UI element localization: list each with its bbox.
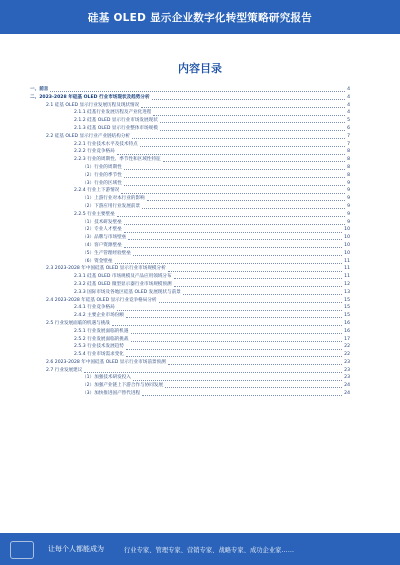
toc-entry[interactable] bbox=[30, 242, 350, 250]
toc-page-number: 7 bbox=[347, 141, 350, 147]
toc-page-number: 15 bbox=[344, 297, 350, 303]
toc-leader-dots bbox=[131, 333, 343, 334]
toc-page-number: 4 bbox=[347, 102, 350, 108]
toc-entry[interactable] bbox=[30, 187, 350, 195]
toc-page-number: 10 bbox=[344, 227, 350, 233]
toc-entry[interactable] bbox=[30, 312, 350, 320]
toc-page-number: 4 bbox=[347, 87, 350, 92]
toc-page-number: 10 bbox=[344, 250, 350, 256]
toc-page-number: 9 bbox=[347, 203, 350, 209]
toc-entry[interactable] bbox=[30, 265, 350, 273]
toc-entry-text: （1）行业的周期性 bbox=[82, 164, 122, 170]
footer-logo-icon bbox=[10, 541, 34, 559]
toc-entry-text: （2）下游应用行业发展前景 bbox=[82, 203, 141, 209]
toc-page-number: 6 bbox=[347, 125, 350, 131]
toc-entry[interactable] bbox=[30, 117, 350, 125]
toc-entry-text: （3）品牌与市场壁垒 bbox=[82, 235, 127, 241]
toc-leader-dots bbox=[147, 200, 345, 201]
toc-entry[interactable] bbox=[30, 172, 350, 180]
toc-leader-dots bbox=[140, 146, 345, 147]
toc-leader-dots bbox=[124, 177, 345, 178]
toc-leader-dots bbox=[50, 91, 345, 92]
toc-leader-dots bbox=[133, 255, 342, 256]
toc-entry[interactable] bbox=[30, 281, 350, 289]
report-title: 硅基 OLED 显示企业数字化转型策略研究报告 bbox=[87, 11, 313, 24]
toc-entry-text: 2.3.3 国际市场及各地区硅基 OLED 发展现状与前景 bbox=[74, 289, 181, 295]
toc-entry-text: （5）生产管理经验壁垒 bbox=[82, 250, 131, 256]
toc-page-number: 10 bbox=[344, 242, 350, 248]
toc-page-number: 7 bbox=[347, 133, 350, 139]
toc-entry[interactable] bbox=[30, 180, 350, 188]
toc-entry[interactable] bbox=[30, 125, 350, 133]
toc-entry[interactable] bbox=[30, 359, 350, 367]
table-of-contents bbox=[30, 86, 350, 398]
toc-entry-text: 2.5.4 行业市场需求变化 bbox=[74, 352, 124, 358]
toc-entry[interactable] bbox=[30, 156, 350, 164]
toc-leader-dots bbox=[132, 138, 345, 139]
toc-entry-text: 2.3 2023-2028 年中国硅基 OLED 显示行业市场规模分析 bbox=[46, 266, 166, 272]
toc-entry[interactable] bbox=[30, 328, 350, 336]
toc-entry-text: （1）加强技术研发投入 bbox=[82, 375, 131, 381]
toc-entry-text: （1）上游行业对本行业的影响 bbox=[82, 196, 145, 202]
toc-page-number: 22 bbox=[344, 352, 350, 358]
toc-entry-text: （2）行业的季节性 bbox=[82, 172, 122, 178]
toc-entry-text: 2.2.3 行业的周期性、季节性和区域性特征 bbox=[74, 157, 161, 163]
toc-leader-dots bbox=[133, 380, 342, 381]
toc-entry-text: 2.2.4 行业上下游情况 bbox=[74, 188, 120, 194]
toc-leader-dots bbox=[117, 310, 342, 311]
toc-entry-text: 2.1.1 硅基行业发展历程及产业化进程 bbox=[74, 110, 152, 116]
toc-entry-text: 2.5.1 行业发展面临的机遇 bbox=[74, 328, 129, 334]
toc-entry[interactable] bbox=[30, 336, 350, 344]
toc-entry-text: 二、2023-2028 年硅基 OLED 行业市场现状及趋势分析 bbox=[30, 94, 150, 100]
toc-entry-text: 2.5 行业发展面临的机遇与挑战 bbox=[46, 320, 110, 326]
toc-leader-dots bbox=[124, 169, 345, 170]
footer-roles: 行业专家、管理专家、营销专家、战略专家、成功企业家…… bbox=[124, 546, 295, 554]
toc-page-number: 4 bbox=[347, 94, 350, 100]
toc-entry[interactable] bbox=[30, 195, 350, 203]
toc-leader-dots bbox=[153, 115, 345, 116]
toc-page-number: 23 bbox=[344, 359, 350, 365]
toc-entry-text: 2.3.2 硅基 OLED 微型显示器行业市场规模预测 bbox=[74, 281, 172, 287]
toc-entry-text: 2.3.1 硅基 OLED 市场规模及产品应用领域分布 bbox=[74, 274, 172, 280]
toc-leader-dots bbox=[126, 317, 342, 318]
toc-leader-dots bbox=[174, 286, 343, 287]
toc-entry[interactable] bbox=[30, 289, 350, 297]
toc-page-number: 16 bbox=[344, 320, 350, 326]
toc-leader-dots bbox=[165, 387, 342, 388]
toc-entry[interactable] bbox=[30, 109, 350, 117]
toc-entry[interactable] bbox=[30, 141, 350, 149]
toc-entry[interactable] bbox=[30, 343, 350, 351]
toc-entry-text: （2）加强产业链上下游合作与协同发展 bbox=[82, 383, 164, 389]
toc-entry[interactable] bbox=[30, 211, 350, 219]
toc-leader-dots bbox=[131, 341, 343, 342]
toc-entry-text: 2.4.1 行业竞争格局 bbox=[74, 305, 115, 311]
toc-leader-dots bbox=[124, 224, 345, 225]
toc-entry-text: 2.4.2 主要企业市场份额 bbox=[74, 313, 124, 319]
toc-entry-text: 2.1.3 硅基 OLED 显示行业整体市场规模 bbox=[74, 125, 158, 131]
toc-leader-dots bbox=[117, 216, 345, 217]
toc-entry[interactable] bbox=[30, 133, 350, 141]
toc-leader-dots bbox=[168, 271, 342, 272]
toc-page-number: 5 bbox=[347, 118, 350, 124]
toc-entry-text: 2.2.5 行业主要壁垒 bbox=[74, 211, 115, 217]
toc-page-number: 17 bbox=[344, 336, 350, 342]
toc-entry[interactable] bbox=[30, 273, 350, 281]
toc-entry-text: 2.5.3 行业技术发展趋势 bbox=[74, 344, 124, 350]
toc-page-number: 11 bbox=[344, 258, 350, 264]
toc-entry-text: （1）技术研发壁垒 bbox=[82, 219, 122, 225]
toc-entry-text: （6）资金壁垒 bbox=[82, 258, 113, 264]
toc-leader-dots bbox=[121, 193, 345, 194]
toc-heading: 内容目录 bbox=[178, 62, 222, 75]
toc-entry[interactable] bbox=[30, 258, 350, 266]
toc-leader-dots bbox=[142, 208, 345, 209]
toc-entry-text: 一、前言 bbox=[30, 87, 49, 92]
toc-entry-text: 2.4 2023-2028 年硅基 OLED 显示行业竞争格局分析 bbox=[46, 297, 157, 303]
toc-entry[interactable] bbox=[30, 297, 350, 305]
toc-leader-dots bbox=[142, 395, 342, 396]
toc-page-number: 11 bbox=[344, 274, 350, 280]
toc-entry[interactable] bbox=[30, 102, 350, 110]
toc-entry[interactable] bbox=[30, 234, 350, 242]
toc-entry[interactable] bbox=[30, 351, 350, 359]
toc-leader-dots bbox=[163, 161, 345, 162]
toc-page-number: 8 bbox=[347, 157, 350, 163]
toc-entry-text: （3）加快推进国产替代进程 bbox=[82, 391, 141, 397]
toc-leader-dots bbox=[160, 130, 345, 131]
toc-page-number: 23 bbox=[344, 367, 350, 373]
toc-page-number: 24 bbox=[344, 391, 350, 397]
toc-entry[interactable] bbox=[30, 219, 350, 227]
toc-leader-dots bbox=[160, 122, 345, 123]
toc-entry-text: 2.6 2023-2028 年中国硅基 OLED 显示行业市场前景预测 bbox=[46, 359, 166, 365]
toc-page-number: 9 bbox=[347, 196, 350, 202]
toc-page-number: 8 bbox=[347, 164, 350, 170]
toc-entry[interactable] bbox=[30, 226, 350, 234]
toc-page-number: 4 bbox=[347, 110, 350, 116]
report-header-bar bbox=[0, 0, 400, 34]
toc-page-number: 15 bbox=[344, 305, 350, 311]
toc-leader-dots bbox=[124, 232, 342, 233]
toc-page-number: 23 bbox=[344, 375, 350, 381]
toc-page-number: 10 bbox=[344, 235, 350, 241]
toc-entry-text: 2.1.2 硅基 OLED 显示行业市场发展现状 bbox=[74, 118, 158, 124]
toc-entry-text: （3）行业的区域性 bbox=[82, 180, 122, 186]
toc-page-number: 13 bbox=[344, 289, 350, 295]
toc-page-number: 9 bbox=[347, 188, 350, 194]
toc-leader-dots bbox=[174, 278, 343, 279]
toc-leader-dots bbox=[124, 185, 345, 186]
toc-entry-text: （4）客户资源壁垒 bbox=[82, 242, 122, 248]
toc-leader-dots bbox=[84, 372, 342, 373]
toc-entry[interactable] bbox=[30, 94, 350, 102]
report-footer-bar bbox=[0, 533, 400, 565]
toc-entry-text: 2.2.1 行业技术水平及技术特点 bbox=[74, 141, 138, 147]
toc-entry-text: （2）专业人才壁垒 bbox=[82, 227, 122, 233]
toc-entry[interactable] bbox=[30, 164, 350, 172]
toc-page-number: 9 bbox=[347, 219, 350, 225]
toc-entry[interactable] bbox=[30, 148, 350, 156]
toc-page-number: 9 bbox=[347, 211, 350, 217]
toc-page-number: 24 bbox=[344, 383, 350, 389]
toc-page-number: 22 bbox=[344, 344, 350, 350]
toc-page-number: 15 bbox=[344, 313, 350, 319]
toc-entry-text: 2.2 硅基 OLED 显示行业产业链结构分析 bbox=[46, 133, 131, 139]
toc-entry[interactable] bbox=[30, 390, 350, 398]
toc-entry-text: 2.1 硅基 OLED 显示行业发展历程及现状情况 bbox=[46, 102, 140, 108]
toc-leader-dots bbox=[128, 239, 342, 240]
toc-page-number: 11 bbox=[344, 266, 350, 272]
toc-page-number: 16 bbox=[344, 328, 350, 334]
toc-entry[interactable] bbox=[30, 250, 350, 258]
toc-leader-dots bbox=[124, 247, 342, 248]
toc-leader-dots bbox=[183, 294, 342, 295]
toc-entry[interactable] bbox=[30, 382, 350, 390]
toc-page-number: 12 bbox=[344, 281, 350, 287]
toc-entry[interactable] bbox=[30, 367, 350, 375]
toc-entry-text: 2.2.2 行业竞争格局 bbox=[74, 149, 115, 155]
toc-leader-dots bbox=[152, 99, 346, 100]
toc-entry[interactable] bbox=[30, 304, 350, 312]
toc-leader-dots bbox=[126, 349, 342, 350]
toc-entry[interactable] bbox=[30, 203, 350, 211]
toc-entry-text: 2.5.2 行业发展面临的挑战 bbox=[74, 336, 129, 342]
toc-entry[interactable] bbox=[30, 86, 350, 94]
toc-leader-dots bbox=[126, 356, 342, 357]
toc-entry[interactable] bbox=[30, 320, 350, 328]
toc-page-number: 9 bbox=[347, 180, 350, 186]
toc-leader-dots bbox=[141, 107, 345, 108]
toc-leader-dots bbox=[117, 154, 345, 155]
toc-leader-dots bbox=[115, 263, 343, 264]
toc-leader-dots bbox=[168, 364, 342, 365]
toc-page-number: 8 bbox=[347, 172, 350, 178]
toc-leader-dots bbox=[112, 325, 342, 326]
toc-entry[interactable] bbox=[30, 374, 350, 382]
footer-slogan: 让每个人都能成为 bbox=[48, 545, 104, 553]
toc-leader-dots bbox=[159, 302, 343, 303]
toc-page-number: 8 bbox=[347, 149, 350, 155]
toc-entry-text: 2.7 行业发展建议 bbox=[46, 367, 83, 373]
